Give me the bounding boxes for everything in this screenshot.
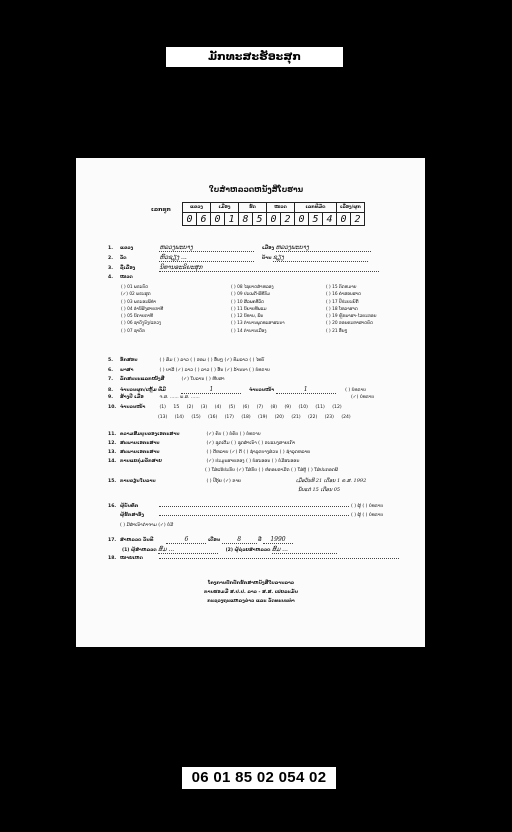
- field-keeper: ຜູ້ຮັກສາອັງ ( ) ຜູ້ ( ) ບໍ່ທຣາບ: [120, 513, 384, 518]
- field-count: 8. ຈຳນວນຜູກ/ເຫຼັ້ມ ທີ່ມີ 1 ຈຳນວນໜ້າ 1 ( ) ບໍ່ທຣາບ: [108, 386, 367, 393]
- field-completeness: 11. ຄວາມສົມບູນຂອງເອກະສານ (✓) ຄົບ ( ) ບໍ່ຄົບ ( ) ບໍ່ທຣາບ: [108, 432, 261, 437]
- field-wrapping: 14. ການແຍກຸ່ມຂັກສາຍ (✓) ປະມູນສາຍຂອງ ( ) ບໍ່ສະອອນ ( ) ບໍ່ມີສະອອນ: [108, 459, 300, 464]
- field-language: 6. ພາສາ ( ) ບາລີ (✓) ລາວ ( ) ລາວ ( ) ອື່ນ (✓) ລ້ານນາ ( ) ບໍ່ທຣາບ: [108, 368, 270, 373]
- field-date-created: 9. ສ້າງປີ ເມື່ອ ຈ.ສ. ...... ພ.ສ. ...... (✓) ບໍ່ທຣາບ: [108, 395, 375, 400]
- code-digit: 2: [281, 213, 295, 226]
- category-col-2: ( ) 08 ໄຊຍາດສຳຫລອງ ( ) 09 ປະເພດີ-ພິທີກັມ ( ) 10 ສີລພຄທີວັດ ( ) 11 ນິຍາຍທີພແມ ( ) 12 ນິທານ, ພິນ ( ) 13 ຕຳນານພຸດທະສາສະນາ ( ) 14 ຕຳນານເມືອງ: [231, 285, 285, 334]
- code-digit: 0: [267, 213, 281, 226]
- field-title: 3. ຊື່ເລື່ອງ ນິທານອະຣິຍະສຸກ: [108, 264, 379, 272]
- page-count-row-2: (13) (14) (15) (16) (17) (18) (19) (20) (21) (22) (23) (24): [158, 415, 351, 420]
- code-header: ເມືອງ: [211, 203, 239, 213]
- field-page-count: 10. ຈຳນວນໜ້າ (1) 15 (2) (3) (4) (5) (6) (7) (8) (9) (10) (11) (12): [108, 405, 342, 410]
- field-category: 4. ໝວດ: [108, 275, 133, 280]
- scan-mark: - - -: [356, 96, 382, 106]
- field-remarks: 18. ໝາຍເຫດ: [108, 556, 399, 561]
- code-header: ໝວດ: [267, 203, 295, 213]
- footer-ministry: ກະຊວງຖະແຫລງຂ່າວ ແລະ ວັດທະນະທຳ: [207, 599, 295, 604]
- code-label: ເລກຊຸກ: [151, 207, 171, 213]
- code-header: ເລກທີມັດ: [295, 203, 337, 213]
- form-title: ໃບສຳຫລວດຫນັງສືໂບຮານ: [208, 185, 304, 194]
- code-digit: 0: [337, 213, 351, 226]
- category-col-3: ( ) 15 ກົດຫມາຍ ( ) 16 ຄຳສອນສາດ ( ) 17 ປີປະຍະຍັກີ ( ) 18 ໂຫລາສາດ ( ) 19 ຫຼັກພາສາ-ໄວຍະກອນ ( ) 20 ຂອນຄະຫາສາດຍົດ ( ) 21 ອື່ນໆ: [326, 285, 377, 334]
- footer-project: ໂຄງການປົກປັກຮັກສາຫນັງສືໃບລານລາວ: [207, 581, 295, 586]
- code-digit: 1: [225, 213, 239, 226]
- code-digit: 8: [239, 213, 253, 226]
- field-origin: 12. ສະພາບເອກະສານ (✓) ຊຸດເດີມ ( ) ຊຸດສຳເນົາ ( ) ຂະແນງສາຍເກົາ: [108, 441, 296, 446]
- field-surveyors: (1) ຜູ້ສຳຫລວດ ສົມ ... (2) ຜູ້ຊ່ວຍສຳຫລວດ ສົມ ...: [122, 546, 337, 554]
- code-digit: 4: [323, 213, 337, 226]
- field-province: 1. ແຂວງ ຫລວງພະບາງ ເມືອງ ຫລວງພະບາງ: [108, 244, 371, 252]
- bottom-reel-label: 06 01 85 02 054 02: [182, 767, 336, 789]
- code-header: ເລື່ອງ/ຜູກ: [337, 203, 365, 213]
- field-recorder: 16. ຜູ້ບັນທຶກ ( ) ຜູ້ ( ) ບໍ່ທຣາບ: [108, 504, 384, 509]
- code-digit: 2: [351, 213, 365, 226]
- field-temple: 2. ວັດ ຫົວຊຽງ ... ບ້ານ ຊຽງ: [108, 254, 368, 262]
- field-copy: ( ) ມີສຳເນົາດຳຈາມ (✓) ບໍ່ມີ: [120, 523, 174, 528]
- field-writing: 15. ການຂຽນໃບລານ ( ) ປີຕຸ້ຍ (✓) ຂາຍ ເມື່ອວັນທີ 21 ເດືອນ 1 ຄ.ສ. 1992: [108, 478, 367, 484]
- code-digit: 0: [211, 213, 225, 226]
- category-col-1: ( ) 01 ພຣະບັດ (✓) 02 ພຣະສູດ ( ) 03 ພຣະອະພິທຳ ( ) 04 ອຳນິສົງສາຍກາທີ ( ) 05 ນິກາຍກາທີ ( ) 06 ຊາດົງຸນົງ/ແຂວງ ( ) 07 ຊາດົກ: [121, 285, 164, 334]
- top-reel-label: ມັກທະສະຮັອະສຸກ: [166, 47, 343, 67]
- code-table: [182, 202, 365, 226]
- code-digit: 5: [253, 213, 267, 226]
- survey-form: [76, 158, 425, 647]
- code-header: ແຂວງ: [183, 203, 211, 213]
- code-digit: 0: [183, 213, 197, 226]
- code-header: ຮັດ: [239, 203, 267, 213]
- footer-cooperation: ການຮອມມື ສ.ປ.ປ. ລາວ - ສ.ສ. ເຢຍລະມັນ: [204, 590, 298, 595]
- field-script: 5. ອັກສອນ ( ) ສົມ ( ) ລາວ ( ) ຂອມ ( ) ອື່ນໆ (✓) ທັມລາວ ( ) ໄທຍ໌: [108, 358, 265, 363]
- field-survey-date: 17. ສຳຫລວດ ວັນທີ 6 ເດືອນ 8 ປີ 1990: [108, 536, 293, 544]
- field-writing-date: ນັບແຕ່ 15 ເດືອນ 05: [298, 487, 341, 493]
- field-material: 7. ລັກສະນະແລກໜັງສື (✓) ໃບລານ ( ) ຫີບສາ: [108, 377, 225, 382]
- code-digit: 5: [309, 213, 323, 226]
- field-wrapping-2: ( ) ໃສ່ແນ້ປະກັບ (✓) ໃສ່ກັບ ( ) ຫໍ່ຕອນຂາມີດ ( ) ໃສ່ຕູ້ ( ) ໃສ່ປະກອດພີ: [205, 468, 338, 473]
- code-digit: 0: [295, 213, 309, 226]
- code-digit: 6: [197, 213, 211, 226]
- field-condition: 13. ສະພາບເອກະສານ ( ) ດີຫລາຍ (✓) ດີ ( ) ຊຳລຸດບາງສ່ວນ ( ) ຊຳລຸດຫລາຍ: [108, 450, 311, 455]
